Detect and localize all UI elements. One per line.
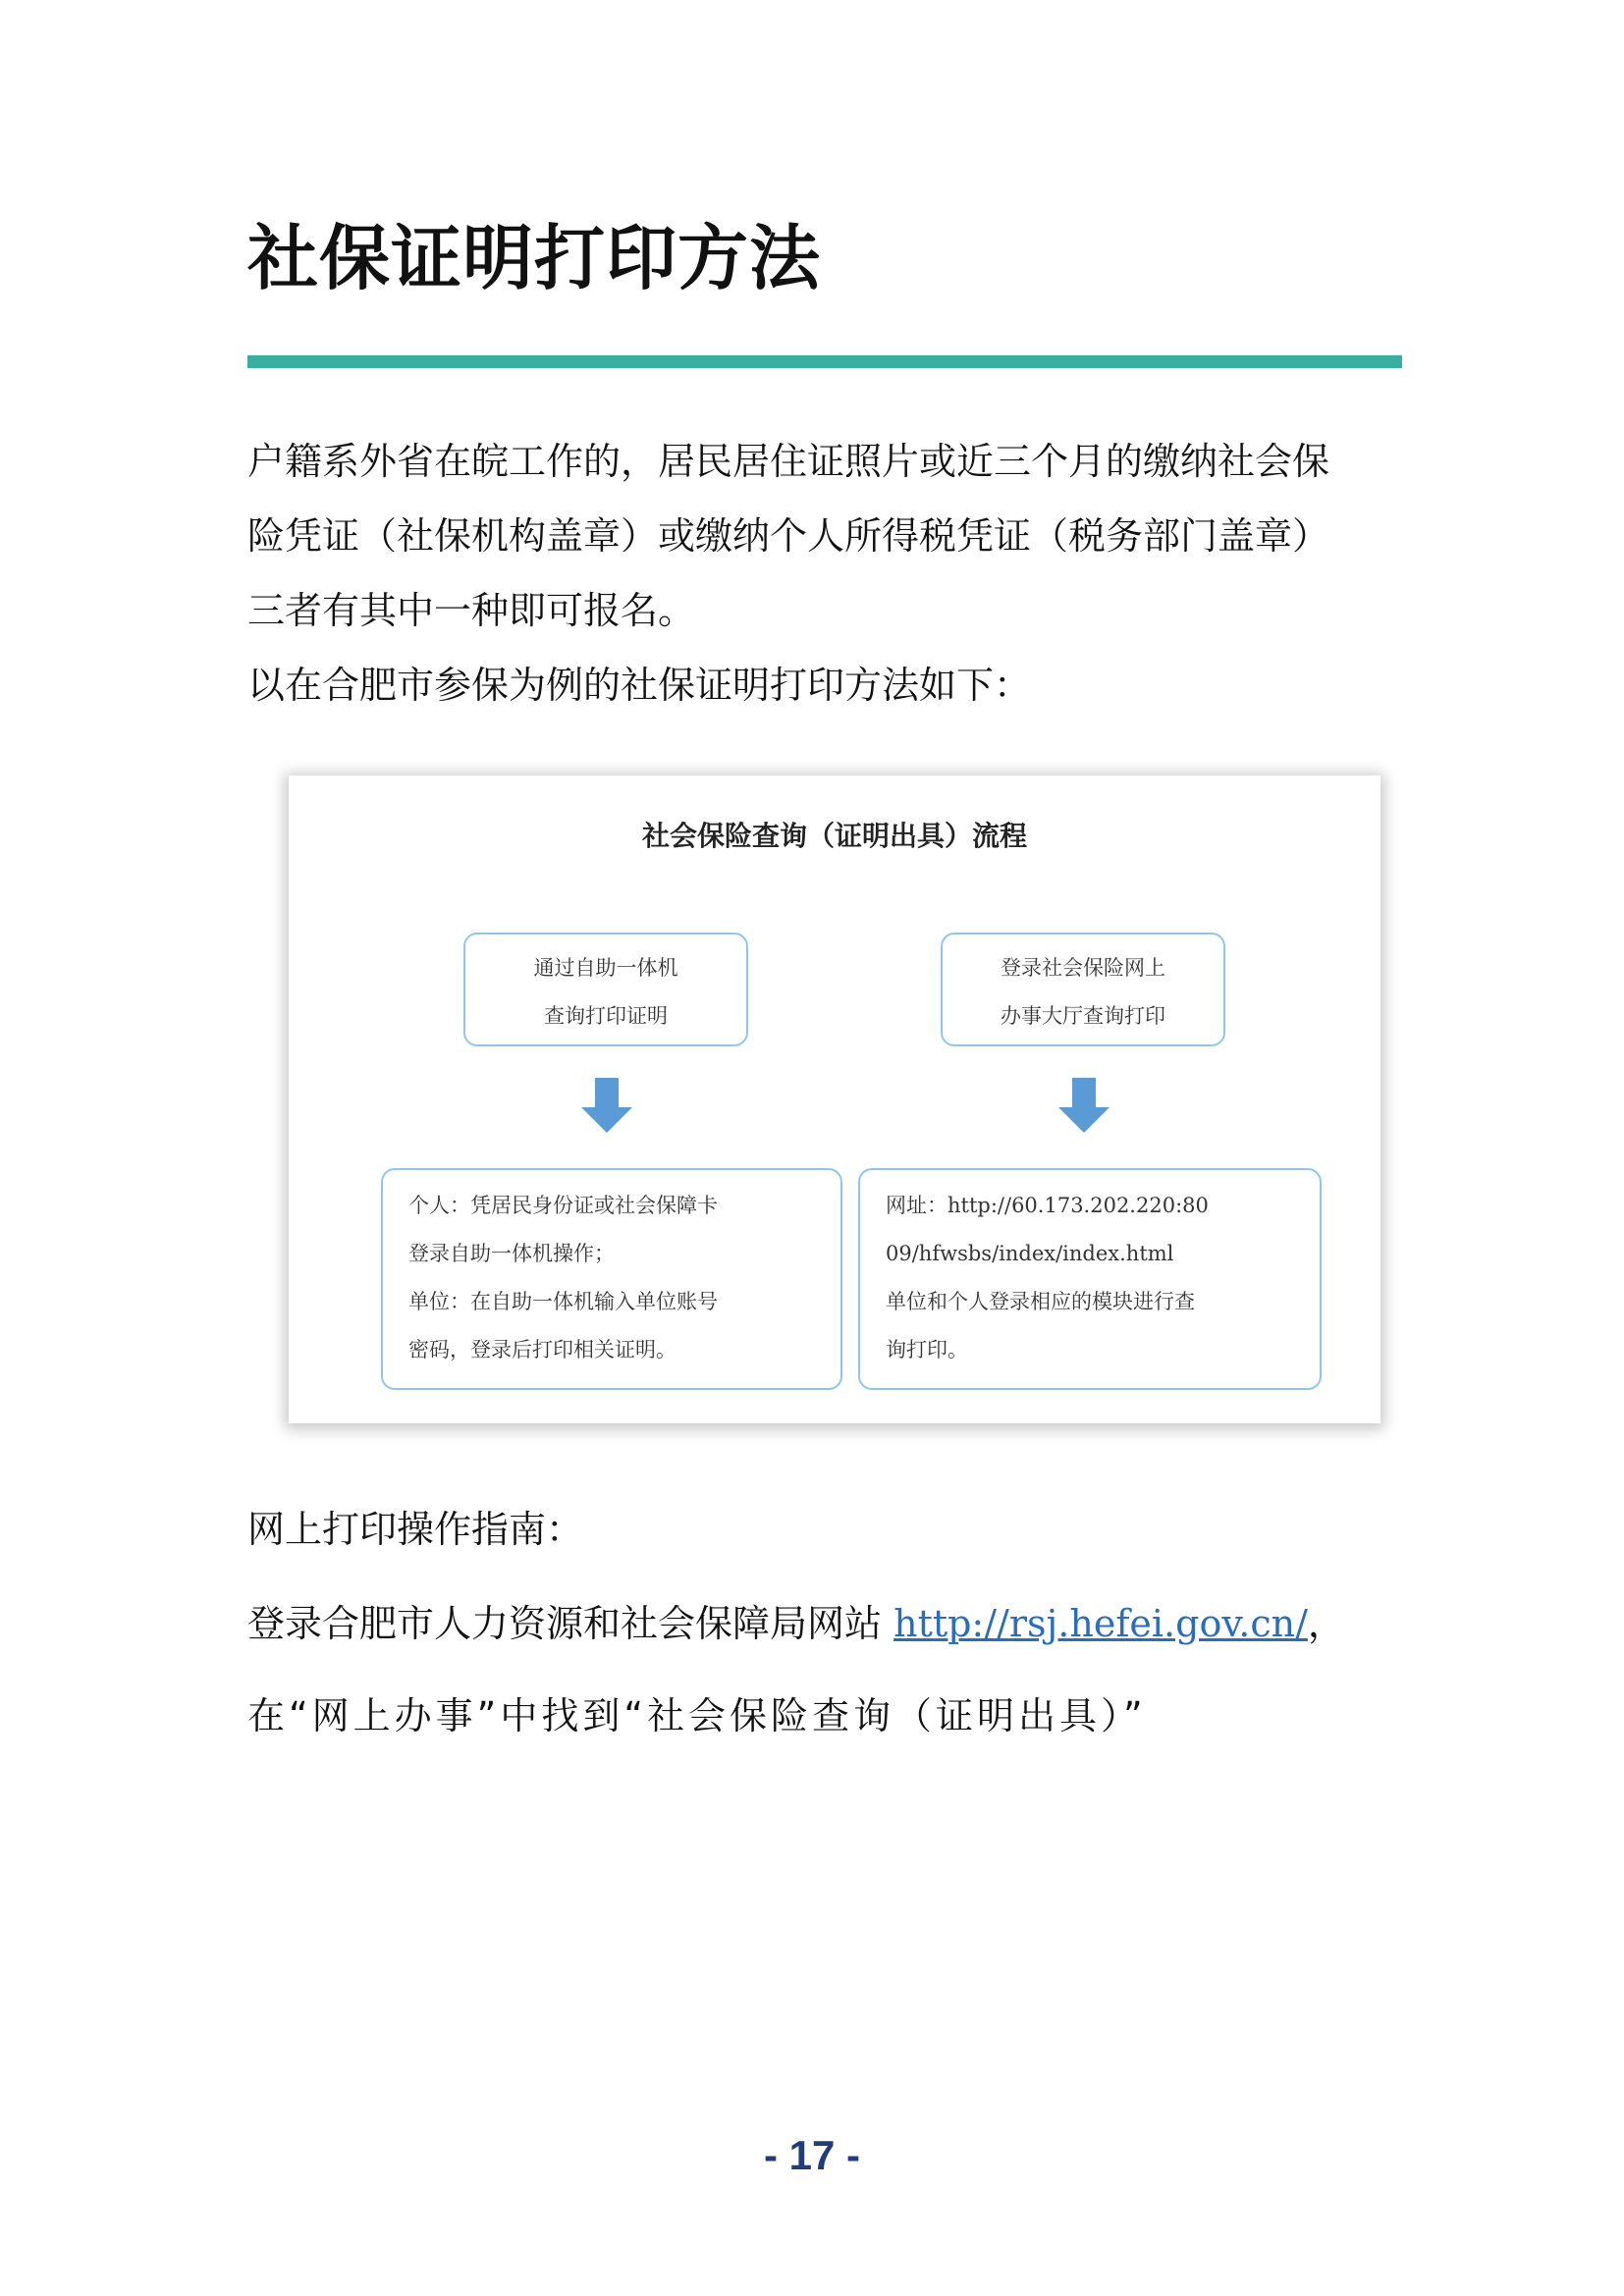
- flow-box-kiosk-details: [381, 1168, 842, 1390]
- page-title: 社保证明打印方法: [247, 217, 822, 299]
- guide-line-2: 在“网上办事”中找到“社会保险查询（证明出具）”: [247, 1694, 1147, 1737]
- intro-line-1: 户籍系外省在皖工作的，居民居住证照片或近三个月的缴纳社会保: [247, 440, 1330, 483]
- flowchart-figure: [289, 775, 1380, 1423]
- intro-paragraph: [247, 424, 1406, 722]
- intro-line-4: 以在合肥市参保为例的社保证明打印方法如下：: [247, 664, 1032, 707]
- intro-line-2: 险凭证（社保机构盖章）或缴纳个人所得税凭证（税务部门盖章）: [247, 514, 1330, 558]
- kiosk-details-line-2: 登录自助一体机操作；: [408, 1242, 615, 1265]
- flow-box-online-details: [858, 1168, 1322, 1390]
- down-arrow-icon-left: [577, 1078, 636, 1133]
- online-details-line-3: 单位和个人登录相应的模块进行查: [886, 1290, 1195, 1313]
- flow-box-online-line-1: 登录社会保险网上: [1001, 956, 1165, 980]
- flow-box-online: [941, 933, 1225, 1046]
- online-details-line-1: 网址：http://60.173.202.220:80: [886, 1194, 1209, 1217]
- flow-box-online-line-2: 办事大厅查询打印: [1001, 1004, 1165, 1028]
- flow-box-kiosk: [463, 933, 748, 1046]
- kiosk-details-line-3: 单位：在自助一体机输入单位账号: [408, 1290, 718, 1313]
- page-number: - 17 -: [763, 2132, 861, 2178]
- guide-line-1-text: 登录合肥市人力资源和社会保障局网站: [247, 1602, 894, 1645]
- guide-line-1: [247, 1586, 1345, 1661]
- guide-label: 网上打印操作指南：: [247, 1508, 584, 1551]
- intro-line-3: 三者有其中一种即可报名。: [247, 589, 696, 632]
- online-details-line-2: 09/hfwsbs/index/index.html: [886, 1242, 1174, 1265]
- flow-box-kiosk-line-2: 查询打印证明: [544, 1004, 668, 1028]
- title-divider: [247, 355, 1402, 368]
- kiosk-details-line-1: 个人：凭居民身份证或社会保障卡: [408, 1194, 718, 1217]
- kiosk-details-line-4: 密码，登录后打印相关证明。: [408, 1338, 677, 1362]
- hrss-website-link[interactable]: http://rsj.hefei.gov.cn/: [893, 1602, 1308, 1645]
- flowchart-title: 社会保险查询（证明出具）流程: [641, 820, 1027, 852]
- online-details-line-4: 询打印。: [886, 1338, 968, 1362]
- flow-box-kiosk-line-1: 通过自助一体机: [533, 956, 678, 980]
- guide-line-1-punct: ，: [1307, 1602, 1345, 1645]
- down-arrow-icon-right: [1055, 1078, 1113, 1133]
